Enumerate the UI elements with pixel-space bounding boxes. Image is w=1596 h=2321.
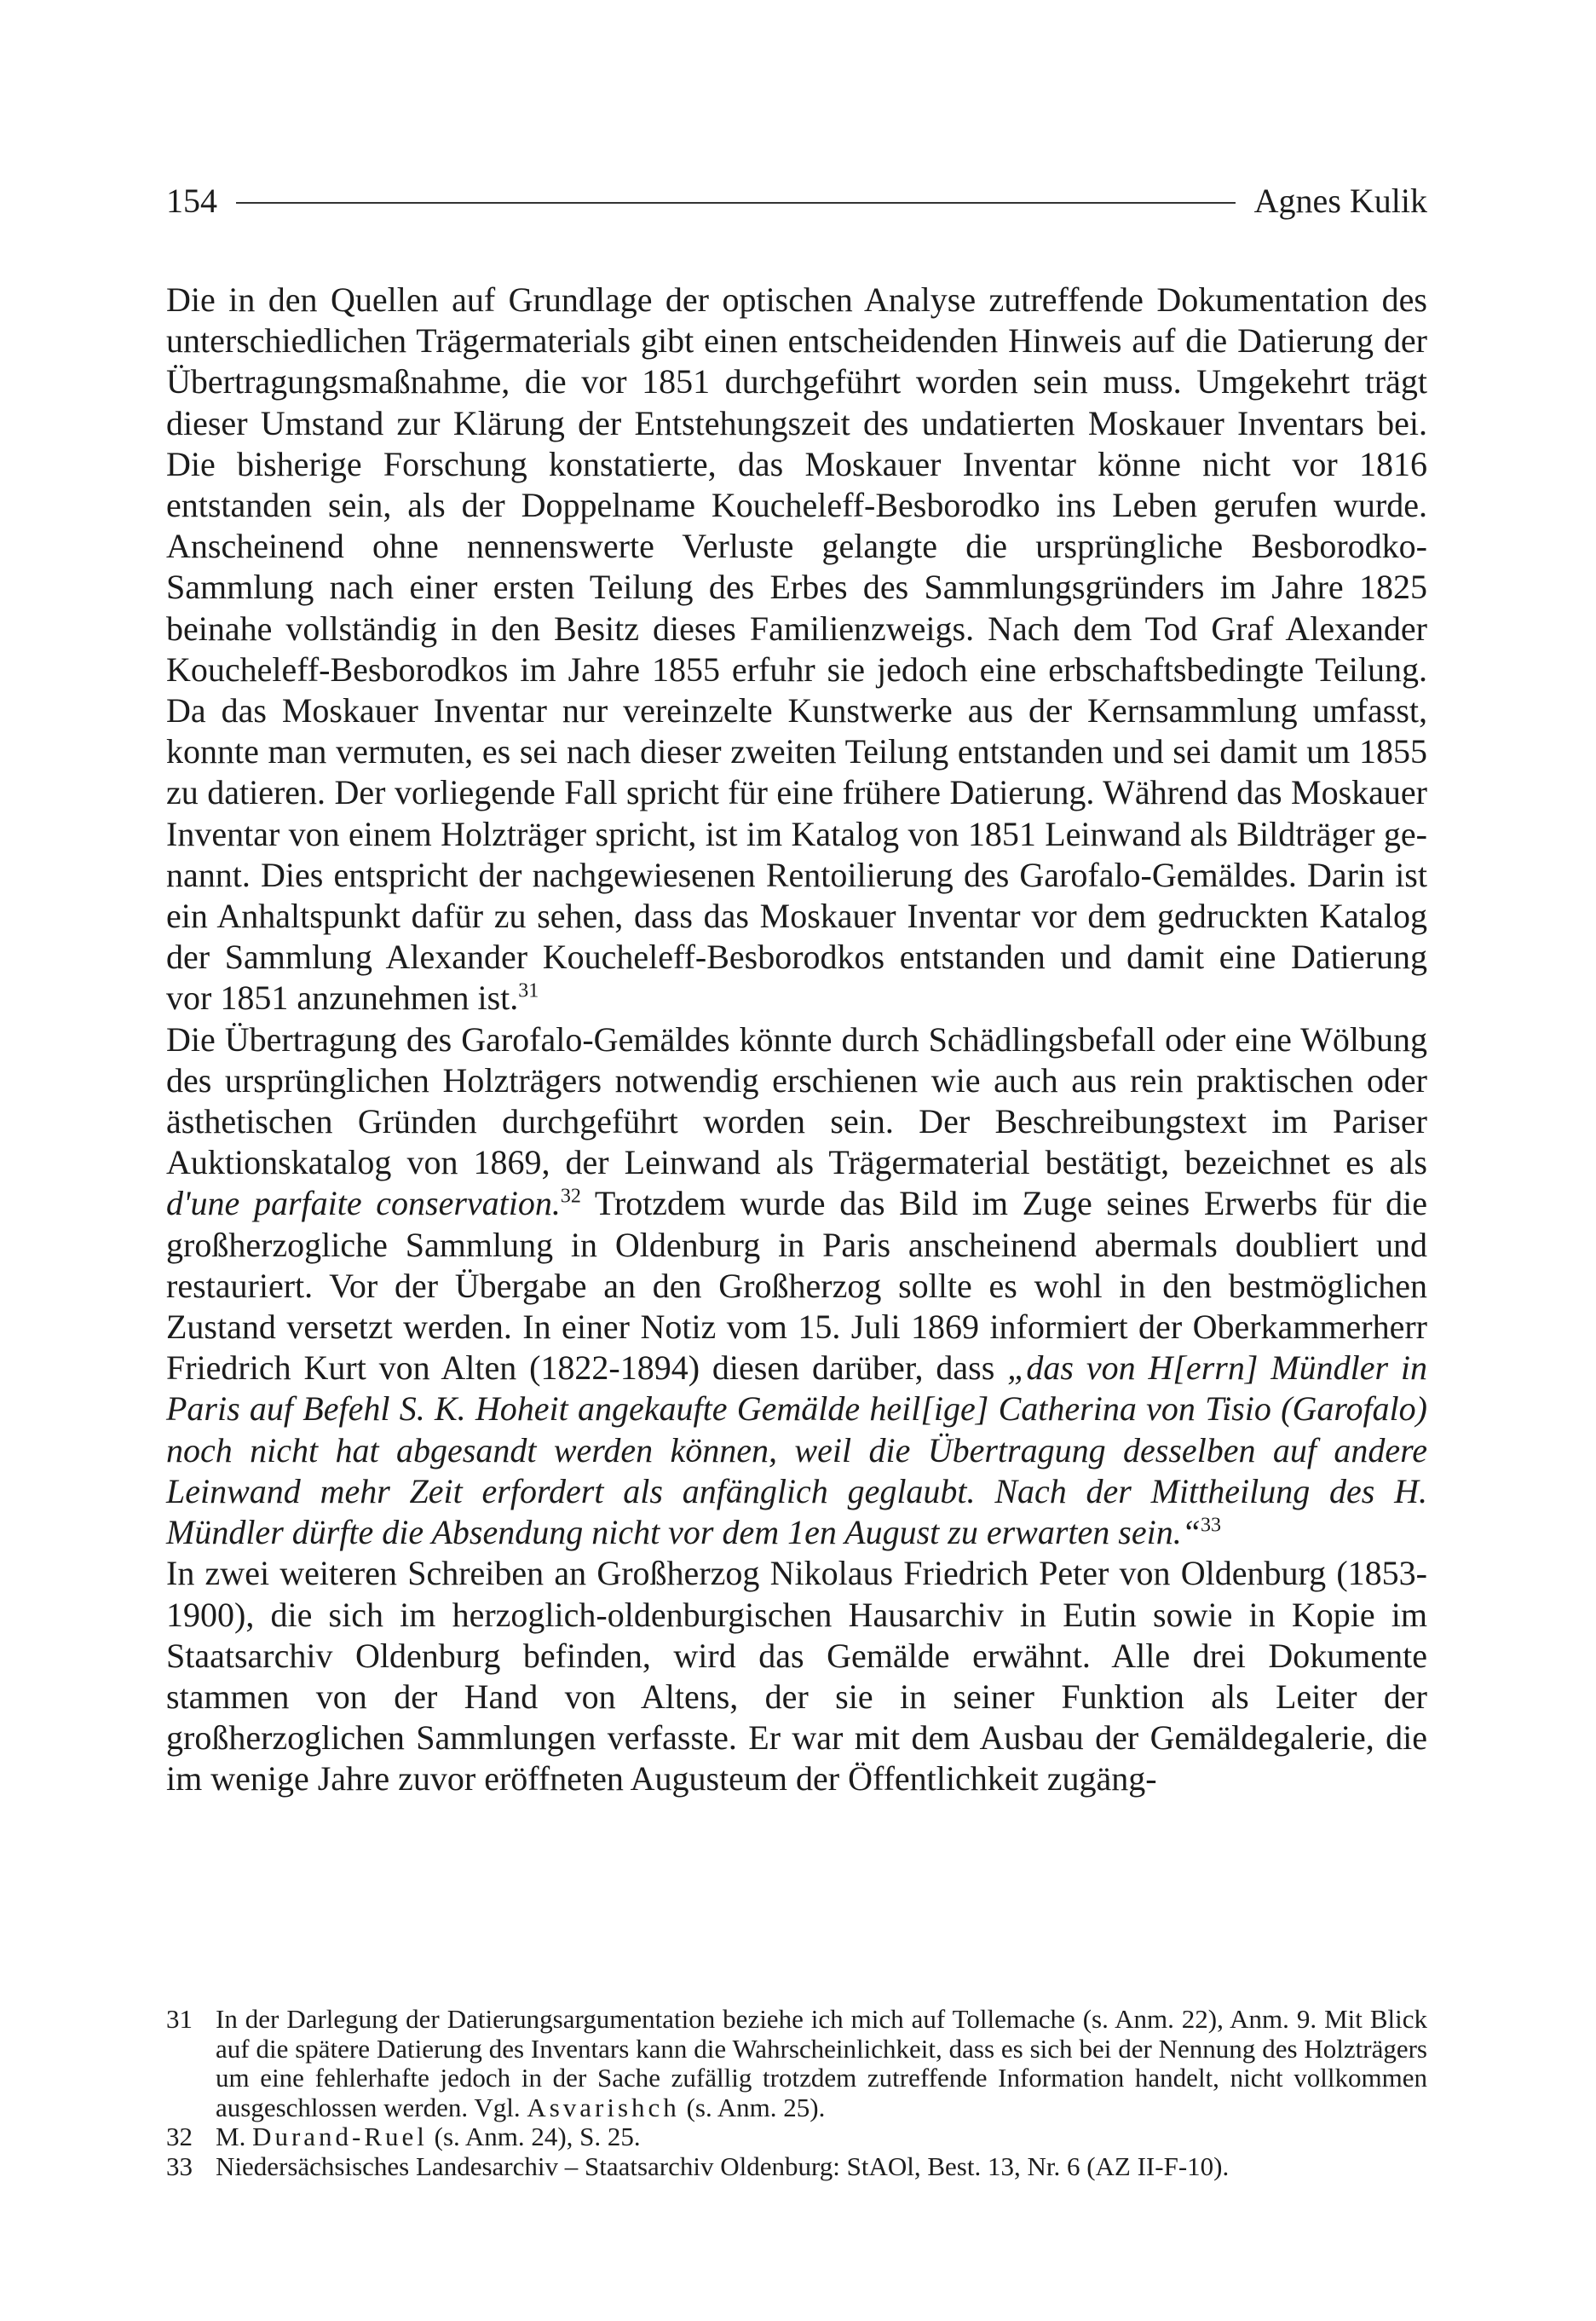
author-name: Durand-Ruel [252,2122,428,2151]
footnote-31 [166,2005,1427,2122]
footnote-text-a: In der Darlegung der Datierungsargumentation beziehe ich mich auf Tollemache (s. Anm. 22), Anm. 9. Mit Blick auf die spätere Datierung des Inventars kann die Wahrscheinlichkeit, dass es sich bei der Nennung des Holzträgers um eine fehlerhafte jedoch in der Sache zufällig trotzdem zutreffende Information handelt, nicht vollkommen ausgeschlossen werden. Vgl. [216,2004,1427,2122]
page-number: 154 [166,181,217,220]
footnote-ref-32[interactable]: 32 [560,1186,581,1209]
paragraph-2-text-b: Trotzdem wurde das Bild im Zuge seines Erwerbs für die großherzogliche Sammlung in Oldenburg in Paris anscheinend abermals doubliert und restauriert. Vor der Übergabe an den Großherzog sollte es wohl in den bestmöglichen Zustand versetzt werden. In einer Notiz vom 15. Juli 1869 informiert der Oberkammerherr Friedrich Kurt von Alten (1822-1894) diesen darüber, dass [166,1184,1427,1388]
footnote-33 [166,2152,1427,2182]
paragraph-3-text: In zwei weiteren Schreiben an Großherzog Nikolaus Friedrich Peter von Oldenburg (1853-1900), die sich im herzoglich-oldenburgischen Hausarchiv in Eutin sowie in Kopie im Staatsarchiv Oldenburg befinden, wird das Gemälde erwähnt. Alle drei Dokumente stammen von der Hand von Altens, der sie in seiner Funktion als Leiter der großherzoglichen Sammlungen verfasste. Er war mit dem Ausbau der Gemäldegalerie, die im wenige Jahre zuvor eröffneten Augusteum der Öffentlichkeit zugäng- [166,1554,1427,1798]
footnote-text-a: M. [216,2122,253,2151]
footnote-text-a: Niedersächsisches Landesarchiv – Staatsarchiv Oldenburg: StAOl, Best. 13, Nr. 6 (AZ II-F-10). [216,2151,1230,2181]
footnote-text [216,2005,1427,2122]
footnote-ref-33[interactable]: 33 [1200,1514,1221,1537]
footnote-number: 33 [166,2151,193,2181]
quote-catalog: d'une parfaite conservation. [166,1184,561,1223]
footnote-ref-31[interactable]: 31 [518,980,539,1003]
paragraph-2-text-a: Die Übertragung des Garofalo-Gemäldes könnte durch Schädlingsbefall oder eine Wölbung des ursprünglichen Holzträgers notwendig erschienen wie auch aus rein praktischen oder ästhetischen Gründen durchgeführt worden sein. Der Beschreibungstext im Pariser Auktionskatalog von 1869, der Leinwand als Trägermaterial bestätigt, bezeichnet es als [166,1019,1427,1182]
footnote-number: 32 [166,2122,193,2151]
footnote-32 [166,2122,1427,2152]
header-rule [236,202,1236,204]
footnotes [166,2005,1427,2181]
paragraph-1-text: Die in den Quellen auf Grundlage der optischen Analyse zutreffende Dokumentation des unterschiedlichen Trägermaterials gibt einen entscheidenden Hinweis auf die Datierung der Übertragungsmaßnahme, die vor 1851 durchgeführt worden sein muss. Umgekehrt trägt dieser Umstand zur Klärung der Entstehungszeit des undatierten Moskauer Inventars bei. Die bisherige Forschung konstatierte, das Moskauer Inventar könne nicht vor 1816 entstanden sein, als der Doppelname Koucheleff-Besborodko ins Leben gerufen wurde. Anscheinend ohne nennenswerte Verluste gelangte die ursprüngliche Besborodko-Sammlung nach einer ersten Teilung des Erbes des Sammlungsgründers im Jahre 1825 beinahe vollständig in den Besitz dieses Familienzweigs. Nach dem Tod Graf Alexander Koucheleff-Besborodkos im Jahre 1855 erfuhr sie jedoch eine erbschaftsbedingte Teilung. Da das Moskauer Inventar nur vereinzelte Kunstwerke aus der Kernsammlung umfasst, konnte man vermuten, es sei nach dieser zweiten Teilung entstanden und sei damit um 1855 zu datieren. Der vorliegende Fall spricht für eine frühere Datierung. Während das Moskauer Inventar von einem Holzträger spricht, ist im Katalog von 1851 Leinwand als Bildträger genannt. Dies entspricht der nachgewiesenen Rentoilierung des Garofalo-Gemäldes. Darin ist ein Anhaltspunkt dafür zu sehen, dass das Moskauer Inventar vor dem gedruckten Katalog der Sammlung Alexander Koucheleff-Besborodkos entstanden und damit eine Datierung vor 1851 anzunehmen ist. [166,280,1427,1018]
paragraph-1 [166,280,1427,1019]
footnote-text [216,2122,1427,2152]
quote-notiz: „das von H[errn] Mündler in Paris auf Befehl S. K. Hoheit angekaufte Gemälde heil[ige] Catherina von Tisio (Garofalo) noch nicht hat abgesandt werden können, weil die Übertragung desselben auf andere Leinwand mehr Zeit erfordert als anfänglich geglaubt. Nach der Mittheilung des H. Mündler dürfte die Absendung nicht vor dem 1en August zu erwarten sein.“ [166,1348,1428,1552]
running-author: Agnes Kulik [1253,181,1427,220]
main-text [166,280,1427,1800]
paragraph-3 [166,1553,1427,1799]
footnote-number: 31 [166,2004,193,2034]
footnote-text [216,2152,1427,2182]
paragraph-2 [166,1019,1427,1554]
footnote-text-b: (s. Anm. 24), S. 25. [427,2122,641,2151]
running-header [166,175,1427,226]
footnote-text-b: (s. Anm. 25). [679,2092,826,2122]
author-name: Asvarishch [527,2092,680,2122]
